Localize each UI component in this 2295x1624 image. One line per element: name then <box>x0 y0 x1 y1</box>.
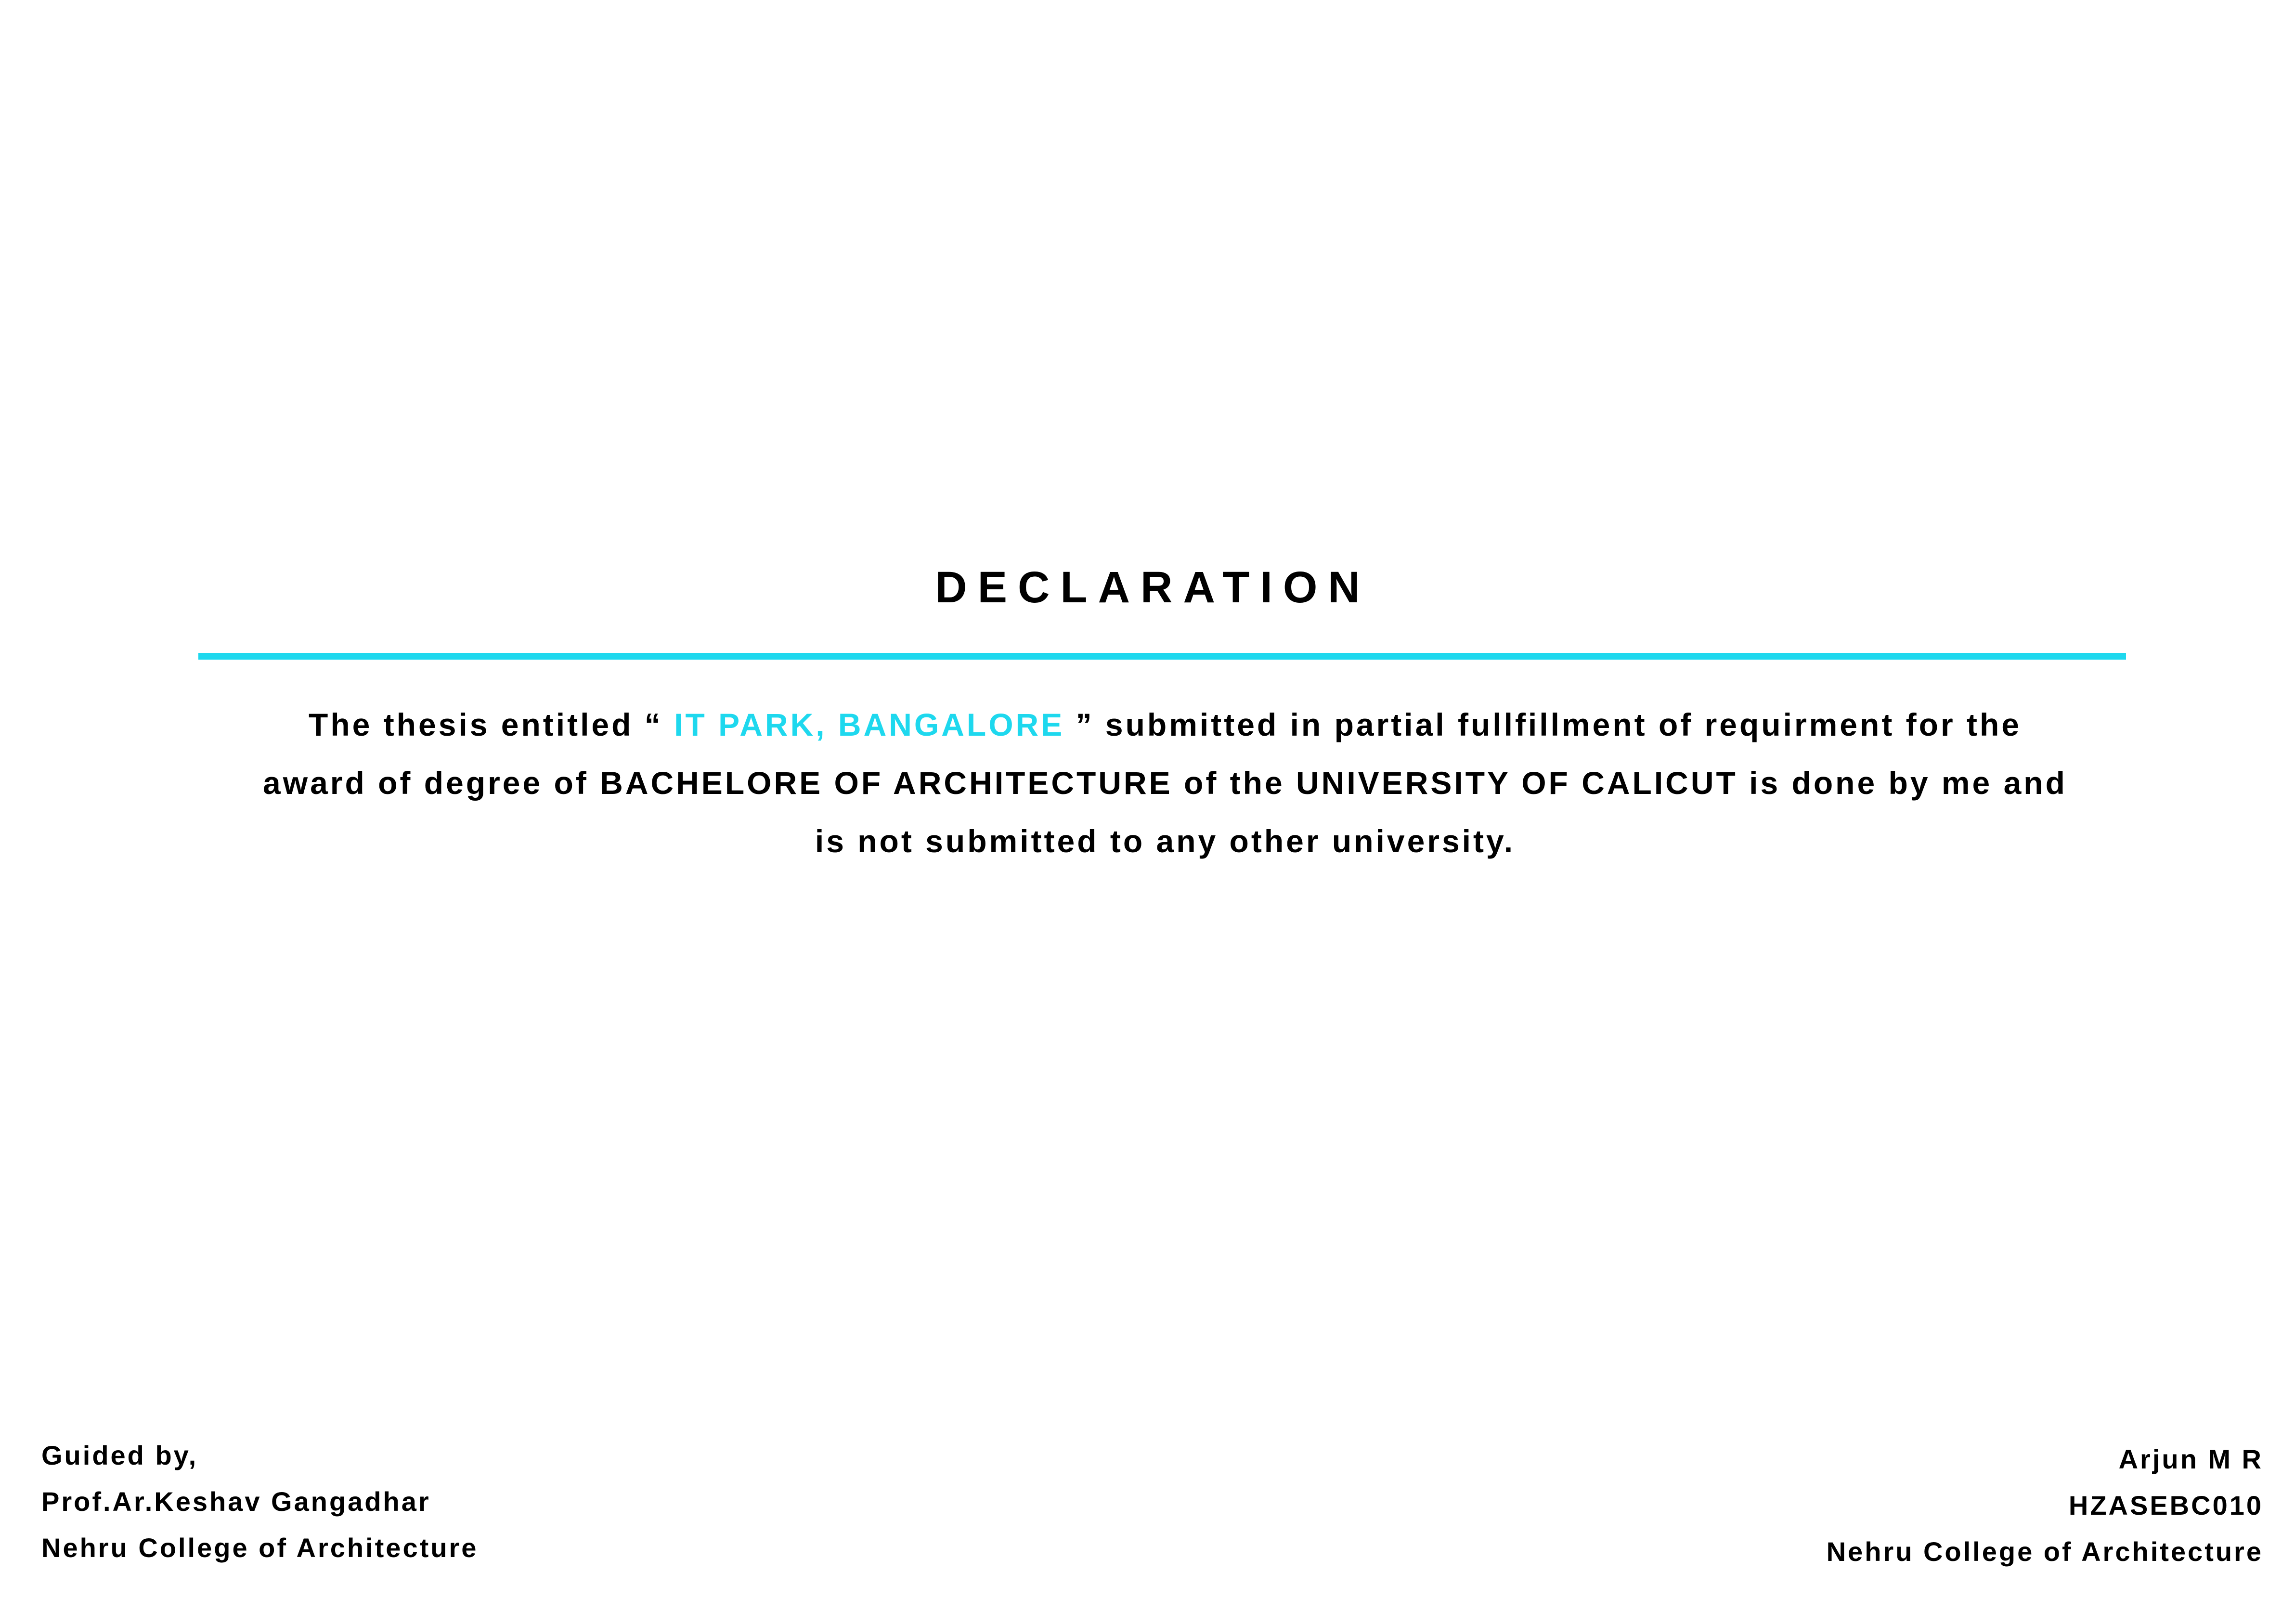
declaration-statement <box>212 696 2118 870</box>
guide-name: Prof.Ar.Keshav Gangadhar <box>41 1486 431 1517</box>
statement-text-after-title: ” submitted in partial fullfillment of requirment for the <box>1064 707 2022 742</box>
student-name: Arjun M R <box>2118 1444 2263 1474</box>
statement-text-before-title: The thesis entitled “ <box>309 707 674 742</box>
statement-line-1 <box>212 696 2118 754</box>
accent-divider <box>198 653 2126 660</box>
page-title: DECLARATION <box>935 563 1371 612</box>
guide-institution: Nehru College of Architecture <box>41 1533 479 1563</box>
statement-line-2: award of degree of BACHELORE OF ARCHITECTURE of the UNIVERSITY OF CALICUT is done by me and <box>263 765 2067 801</box>
student-register-number: HZASEBC010 <box>2068 1490 2263 1520</box>
student-institution: Nehru College of Architecture <box>1826 1536 2263 1567</box>
guide-block <box>41 1432 478 1571</box>
student-block <box>1827 1436 2263 1575</box>
thesis-title: IT PARK, BANGALORE <box>674 707 1065 742</box>
guide-label: Guided by, <box>41 1440 198 1470</box>
statement-line-3: is not submitted to any other university. <box>815 823 1516 859</box>
